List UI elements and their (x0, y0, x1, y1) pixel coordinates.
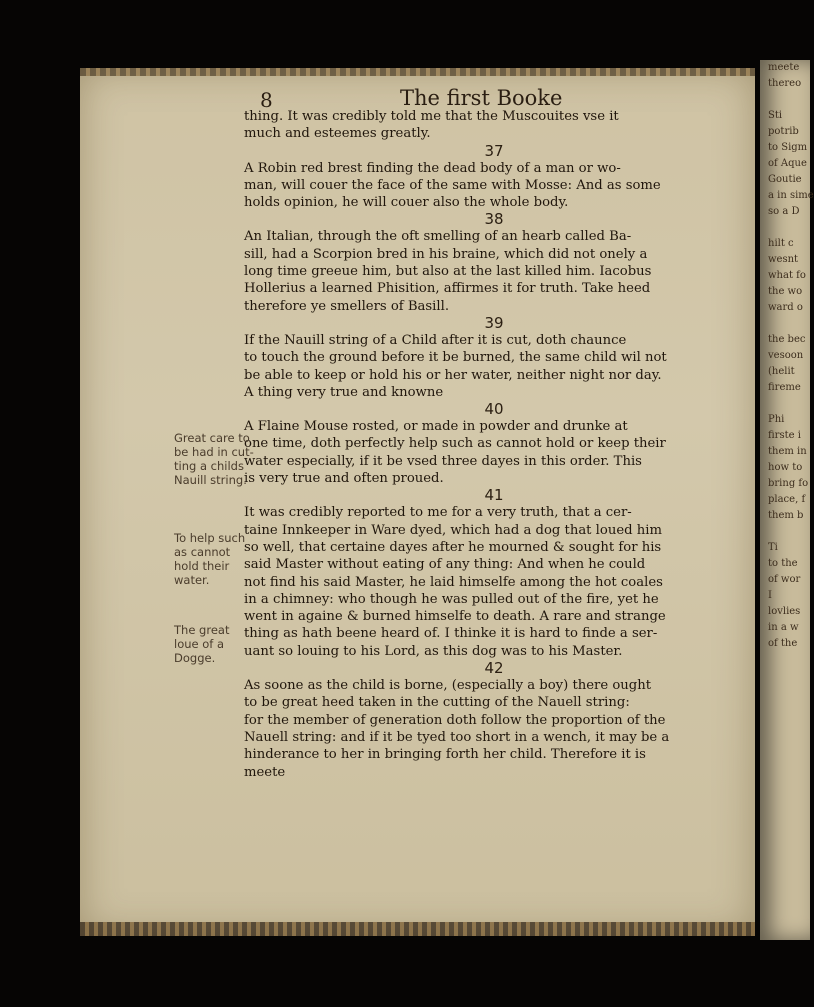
adjacent-page-fragment: them b (768, 510, 804, 521)
text-line: thing. It was credibly told me that the Muscouites vse it (244, 109, 619, 124)
text-line: be able to keep or hold his or her water, neither night nor day. (244, 367, 662, 383)
adjacent-page-fragment: bring fo (768, 478, 809, 489)
adjacent-page-fragment: meete (768, 62, 800, 73)
text-line: An Italian, through the oft smelling of an hearb called Ba- (244, 229, 632, 245)
entry-number: 37 (484, 141, 504, 160)
adjacent-page-fragment: Goutie (768, 174, 802, 185)
text-line: A Robin red brest finding the dead body of a man or wo- (244, 160, 621, 176)
margin-note-line: Nauill string. (174, 473, 247, 487)
adjacent-page-fragment: of Aque (768, 158, 807, 169)
adjacent-page-edge (760, 60, 814, 940)
margin-note-line: The great (174, 623, 230, 637)
adjacent-page-fragment: Ti (768, 542, 778, 553)
text-line: long time greeue him, but also at the last killed him. Iacobus (244, 264, 652, 280)
adjacent-page-fragment (760, 316, 810, 332)
text-line: to be great heed taken in the cutting of the Nauell string: (244, 695, 630, 711)
margin-note-line: Dogge. (174, 651, 216, 665)
adjacent-page-fragment: to Sigm (768, 142, 808, 153)
adjacent-page-fragment: thereo (768, 78, 802, 89)
adjacent-page-fragment: lovlies (768, 606, 801, 617)
body-text (244, 108, 744, 781)
adjacent-page-fragment: a in sime (768, 190, 814, 201)
text-line: hinderance to her in bringing forth her child. Therefore it is (244, 747, 646, 763)
adjacent-page-fragment: so a D (768, 206, 800, 217)
adjacent-page-fragment (760, 220, 810, 236)
text-line: went in againe & burned himselfe to death. A rare and strange (244, 609, 666, 625)
text-line: thing as hath beene heard of. I thinke it is hard to finde a ser- (244, 626, 658, 642)
text-line: for the member of generation doth follow the proportion of the (244, 712, 666, 728)
margin-note-help-water (174, 531, 269, 587)
adjacent-page-fragment (760, 92, 810, 108)
entry-number: 40 (484, 400, 504, 419)
adjacent-page-fragment: hilt c (768, 238, 794, 249)
page-number: 8 (260, 88, 273, 112)
entry-number: 38 (484, 210, 504, 229)
text-line: Nauell string: and if it be tyed too short in a wench, it may be a (244, 729, 670, 745)
adjacent-page-fragment: potrib (768, 126, 799, 137)
page-top-edge (80, 68, 755, 76)
entry-number: 39 (484, 313, 504, 332)
adjacent-page-fragment: in a w (768, 622, 799, 633)
text-line: so well, that certaine dayes after he mourned & sought for his (244, 539, 662, 555)
adjacent-page-fragment: ward o (768, 302, 803, 313)
adjacent-page-fragment: Phi (768, 414, 785, 425)
adjacent-page-fragment: them in (768, 446, 807, 457)
adjacent-page-fragment: firste i (768, 430, 801, 441)
margin-note-line: Great care to (174, 431, 250, 445)
text-line: not find his said Master, he laid himselfe among the hot coales (244, 574, 663, 590)
adjacent-page-fragment: of wor (768, 574, 801, 585)
adjacent-page-fragment (760, 524, 810, 540)
adjacent-page-fragment: (helit (768, 366, 795, 377)
adjacent-page-fragment: vesoon (768, 350, 804, 361)
text-line: If the Nauill string of a Child after it is cut, doth chaunce (244, 332, 627, 348)
entry-number: 42 (484, 659, 504, 678)
adjacent-page-fragment (760, 396, 810, 412)
margin-note-loue-of-dogge (174, 623, 269, 665)
page-bottom-edge (80, 922, 755, 936)
text-line: taine Innkeeper in Ware dyed, which had a dog that loued him (244, 522, 662, 538)
text-line: said Master without eating of any thing: And when he could (244, 557, 646, 573)
text-line: sill, had a Scorpion bred in his braine, which did not onely a (244, 246, 648, 262)
margin-note-nauill-string (174, 431, 269, 487)
margin-note-line: loue of a (174, 637, 225, 651)
entry-number: 41 (484, 486, 504, 505)
text-line: holds opinion, he will couer also the whole body. (244, 195, 569, 211)
adjacent-page-fragment: fireme (768, 382, 801, 393)
book-page (80, 68, 755, 936)
margin-note-line: ting a childs (174, 459, 244, 473)
text-line: As soone as the child is borne, (especially a boy) there ought (244, 678, 652, 694)
margin-note-line: hold their (174, 559, 230, 573)
margin-note-line: as cannot (174, 545, 231, 559)
text-line: to touch the ground before it be burned, the same child wil not (244, 350, 667, 366)
text-line: Hollerius a learned Phisition, affirmes it for truth. Take heed (244, 281, 651, 297)
text-line: It was credibly reported to me for a very truth, that a cer- (244, 505, 632, 521)
margin-note-line: water. (174, 573, 210, 587)
text-line: water especially, if it be vsed three dayes in this order. This (244, 453, 642, 469)
text-line: meete (244, 764, 286, 780)
adjacent-page-fragment: what fo (768, 270, 806, 281)
adjacent-page-fragment: wesnt (768, 254, 799, 265)
adjacent-page-fragment: how to (768, 462, 803, 473)
text-line: A Flaine Mouse rosted, or made in powder and drunke at (244, 419, 628, 435)
margin-note-line: be had in cut- (174, 445, 254, 459)
text-line: in a chimney: who though he was pulled out of the fire, yet he (244, 591, 659, 607)
text-line: is very true and often proued. (244, 471, 444, 487)
adjacent-page-fragment: of the (768, 638, 798, 649)
text-line: uant so louing to his Lord, as this dog was to his Master. (244, 643, 623, 659)
running-title: The first Booke (400, 86, 563, 110)
text-line: A thing very true and knowne (244, 384, 444, 400)
text-line: much and esteemes greatly. (244, 126, 431, 142)
adjacent-page-fragment: Sti (768, 110, 783, 121)
text-line: therefore ye smellers of Basill. (244, 298, 450, 314)
adjacent-page-fragment: I (768, 590, 772, 601)
adjacent-page-fragment: place, f (768, 494, 806, 505)
margin-note-line: To help such (174, 531, 246, 545)
text-line: one time, doth perfectly help such as cannot hold or keep their (244, 436, 666, 452)
adjacent-page-fragment: the wo (768, 286, 803, 297)
adjacent-page-fragment: to the (768, 558, 798, 569)
text-line: man, will couer the face of the same with Mosse: And as some (244, 177, 661, 193)
adjacent-page-fragment: the bec (768, 334, 806, 345)
